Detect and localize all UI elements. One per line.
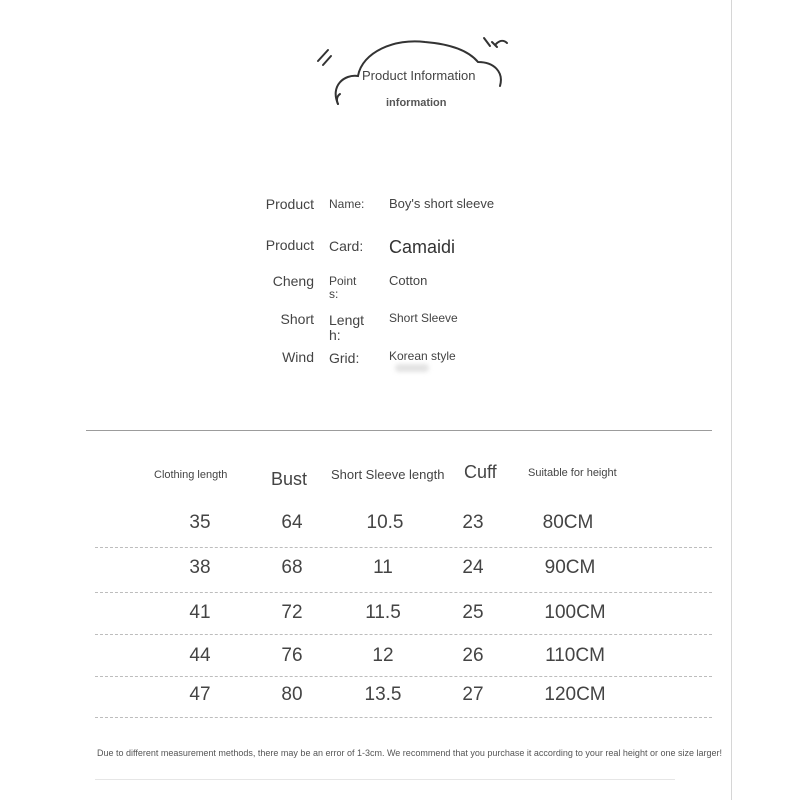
section-divider xyxy=(86,430,712,431)
table-cell: 25 xyxy=(462,602,484,623)
info-label: Product xyxy=(265,196,314,212)
info-value: Short Sleeve xyxy=(389,311,458,325)
footer-line xyxy=(95,779,675,780)
header-subtitle: information xyxy=(386,97,447,109)
table-cell: 80 xyxy=(281,684,303,705)
table-cell: 35 xyxy=(189,512,211,533)
header-title: Product Information xyxy=(362,68,476,83)
table-cell: 68 xyxy=(281,557,303,578)
info-key: Grid: xyxy=(329,350,360,366)
info-row-length xyxy=(0,311,800,347)
table-cell: 24 xyxy=(462,557,484,578)
info-label: Cheng xyxy=(272,273,314,289)
table-cell: 110CM xyxy=(545,645,605,666)
row-separator xyxy=(95,717,712,718)
table-cell: 80CM xyxy=(542,512,594,533)
info-key: Card: xyxy=(329,238,364,254)
table-cell: 44 xyxy=(189,645,211,666)
table-cell: 76 xyxy=(281,645,303,666)
col-header-bust: Bust xyxy=(271,469,308,489)
info-key: Points: xyxy=(329,274,357,301)
info-label: Wind xyxy=(282,349,314,365)
info-value: Camaidi xyxy=(389,237,456,257)
info-row-material xyxy=(0,273,800,309)
info-label: Product xyxy=(265,237,314,253)
table-cell: 38 xyxy=(189,557,211,578)
page-right-border xyxy=(731,0,732,800)
table-cell: 100CM xyxy=(544,602,606,623)
info-row-name xyxy=(0,196,800,232)
table-cell: 26 xyxy=(462,645,484,666)
table-cell: 11.5 xyxy=(365,602,401,623)
info-value: Boy's short sleeve xyxy=(389,196,495,211)
table-cell: 90CM xyxy=(544,557,596,578)
cloud-icon xyxy=(300,30,520,140)
table-cell: 47 xyxy=(189,684,211,705)
table-cell: 64 xyxy=(281,512,303,533)
table-cell: 27 xyxy=(462,684,484,705)
table-cell: 120CM xyxy=(544,684,606,705)
info-value: Korean style xyxy=(389,349,456,363)
info-key: Length: xyxy=(329,312,365,343)
table-cell: 12 xyxy=(372,645,394,666)
info-value: Cotton xyxy=(389,273,428,288)
info-row-brand xyxy=(0,237,800,273)
size-disclaimer: Due to different measurement methods, there may be an error of 1-3cm. We recommend that you purchase it according to your real height or one size larger! xyxy=(97,748,722,758)
col-header-sleeve-length: Short Sleeve length xyxy=(331,467,445,482)
row-separator xyxy=(95,676,712,677)
info-label: Short xyxy=(280,311,314,327)
row-separator xyxy=(95,592,712,593)
table-cell: 72 xyxy=(281,602,303,623)
col-header-height: Suitable for height xyxy=(528,467,617,479)
col-header-cuff: Cuff xyxy=(464,462,497,482)
table-cell: 41 xyxy=(189,602,211,623)
table-cell: 13.5 xyxy=(364,684,402,705)
table-cell: 11 xyxy=(373,557,393,578)
row-separator xyxy=(95,634,712,635)
row-separator xyxy=(95,547,712,548)
col-header-clothing-length: Clothing length xyxy=(154,469,228,481)
table-cell: 10.5 xyxy=(366,512,404,533)
table-cell: 23 xyxy=(462,512,484,533)
watermark-smudge xyxy=(395,364,429,372)
info-key: Name: xyxy=(329,197,365,211)
